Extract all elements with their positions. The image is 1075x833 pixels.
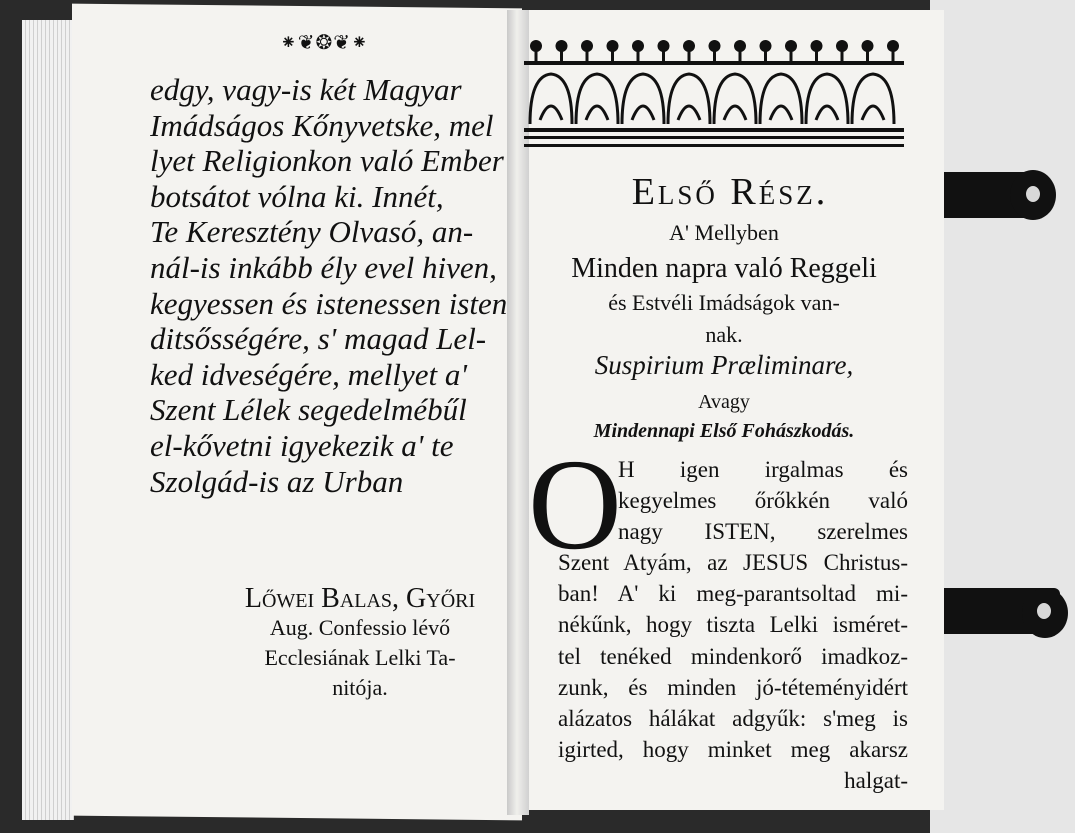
prayer-text: [618, 454, 908, 548]
section-title: Első Rész.: [631, 171, 829, 213]
lower-clasp-hole: [1037, 603, 1051, 619]
text-line: el-kővetni igyekezik a' te: [150, 427, 454, 463]
upper-clasp-hole: [1026, 186, 1040, 202]
fleuron-stem: [560, 50, 563, 61]
left-page-text: [150, 72, 525, 499]
fleuron-stem: [637, 50, 640, 61]
text-line: alázatos hálákat adgyűk: s'meg is: [558, 706, 908, 732]
text-line: H igen irgalmas és: [618, 457, 908, 482]
prayer-heading: Suspirium Præliminare,: [594, 350, 854, 380]
text-line: ban! A' ki meg-parantsoltad mi-: [558, 581, 908, 607]
text-line: kegyelmes őrőkkén való: [618, 488, 908, 514]
fleuron-stem: [535, 50, 538, 61]
fleuron-stem: [713, 50, 716, 61]
arch-motif: [622, 74, 664, 124]
subtitle-line: és Estvéli Imádságok van-: [608, 290, 840, 315]
prayer-heading: Avagy: [698, 391, 750, 413]
text-line: Szolgád-is az Urban: [150, 463, 404, 499]
fleuron-stem: [739, 50, 742, 61]
arch-motif: [668, 74, 710, 124]
backdrop: [930, 0, 1075, 833]
text-line: Te Keresztény Olvasó, an-: [150, 214, 474, 250]
signature-line: Aug. Confessio lévő: [269, 615, 451, 640]
fleuron-stem: [662, 50, 665, 61]
text-line: Szent Atyám, az JESUS Christus-: [558, 550, 908, 575]
signature-name: Lőwei Balas, Győri: [244, 583, 476, 614]
arch-motif: [576, 74, 618, 124]
left-ornament: ⁕❦❂❦⁕: [280, 30, 369, 54]
arch-motif: [714, 74, 756, 124]
woodcut-ornament-band: [524, 36, 904, 154]
text-line: lyet Religionkon való Ember: [150, 143, 504, 179]
prayer-heading: Mindennapi Első Fohászkodás.: [593, 420, 855, 442]
text-line: igirted, hogy minket meg akarsz: [558, 737, 908, 763]
text-line: Szent Lélek segedelmébűl: [150, 392, 467, 428]
fleuron-stem: [764, 50, 767, 61]
fleuron-stem: [815, 50, 818, 61]
subtitle-line: Minden napra való Reggeli: [571, 253, 877, 284]
text-line: Imádságos Kőnyvetske, mel: [150, 107, 494, 143]
fleuron-stem: [841, 50, 844, 61]
fleuron-stem: [586, 50, 589, 61]
arch-motif: [760, 74, 802, 124]
fleuron-stem: [866, 50, 869, 61]
arch-motif: [530, 74, 572, 124]
text-line: nékűnk, hogy tiszta Lelki isméret-: [558, 612, 908, 638]
text-line: halgat-: [844, 768, 908, 794]
text-line: edgy, vagy-is két Magyar: [150, 72, 462, 107]
text-line: ditsősségére, s' magad Lel-: [150, 321, 487, 357]
text-line: botsátot vólna ki. Innét,: [150, 178, 444, 214]
arch-motif: [852, 74, 894, 124]
signature-line: Ecclesiának Lelki Ta-: [264, 645, 456, 670]
subtitle-line: nak.: [705, 322, 743, 347]
text-line: tel tenéked mindenkorő imadkoz-: [558, 643, 908, 669]
text-line: zunk, és minden jó-téteményidért: [558, 674, 908, 700]
fleuron-stem: [611, 50, 614, 61]
prayer-text: [558, 547, 908, 797]
text-line: nál-is inkább ély evel hiven,: [150, 249, 497, 285]
arch-motif: [806, 74, 848, 124]
subtitle-line: A' Mellyben: [669, 220, 779, 245]
text-line: ked idveségére, mellyet a': [150, 356, 468, 392]
fleuron-stem: [790, 50, 793, 61]
text-line: nagy ISTEN, szerelmes: [618, 519, 908, 545]
text-line: kegyessen és istenessen isten: [150, 285, 508, 321]
signature-line: nitója.: [332, 675, 388, 700]
drop-capital: O: [528, 433, 622, 577]
page-edges: [22, 20, 74, 820]
fleuron-stem: [688, 50, 691, 61]
fleuron-stem: [892, 50, 895, 61]
